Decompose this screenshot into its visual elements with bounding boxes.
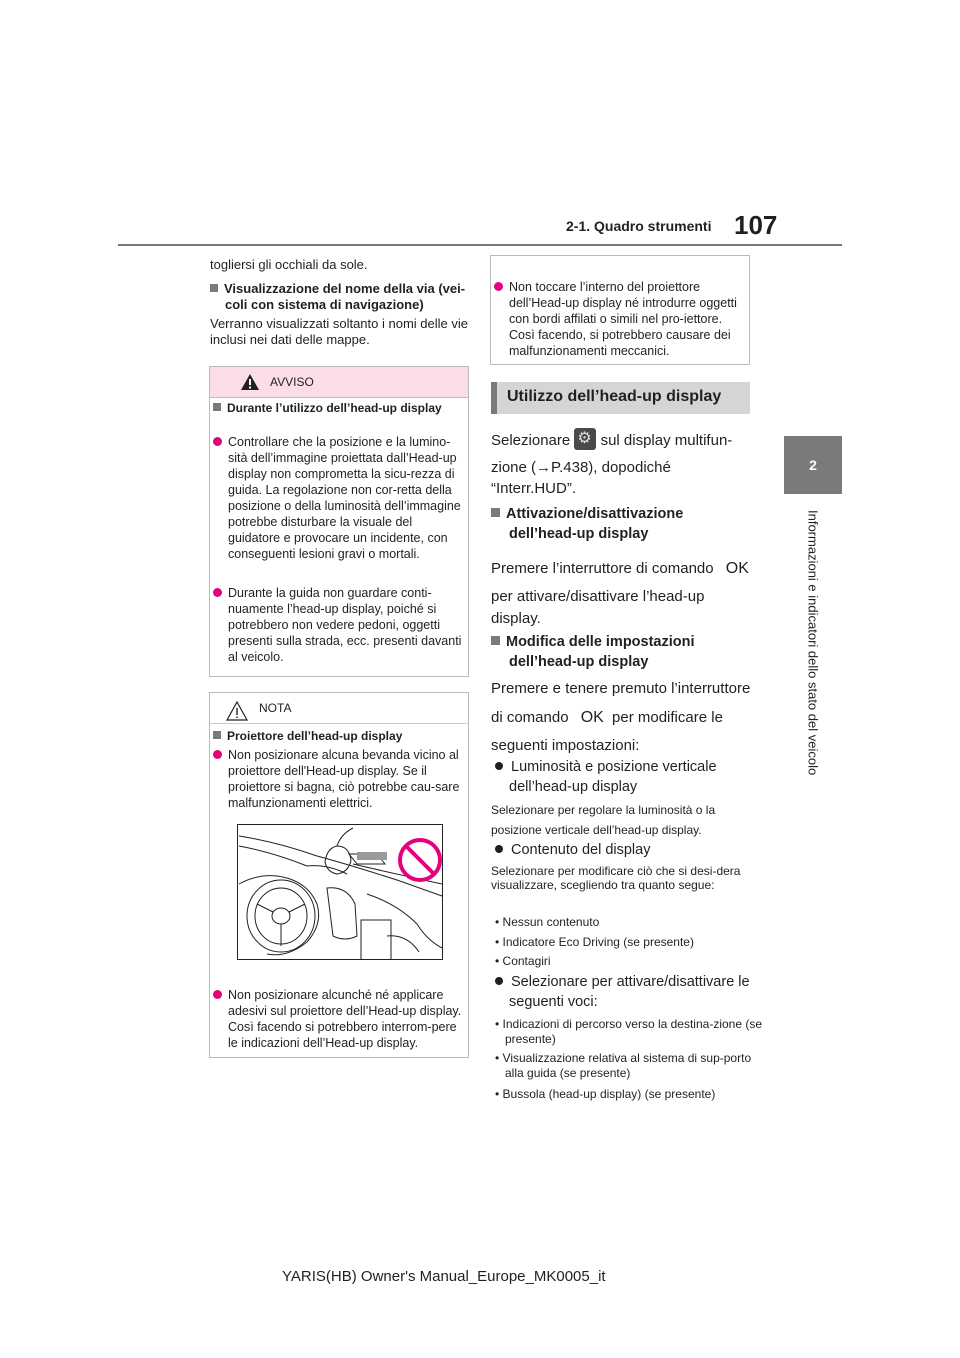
warning-subheading: Durante l’utilizzo dell’head-up display — [213, 401, 463, 416]
item-content-text: Selezionare per modificare ciò che si desi-dera visualizzare, scegliendo tra quanto segue: — [491, 864, 741, 892]
note-bullet-3: Non toccare l’interno del proiettore dell’Head-up display né introdurre oggetti con bordi affilati o simili nel pro-iettore. Così facendo, si potrebbero causare dei malfunzionamenti meccanici. — [494, 263, 746, 375]
street-text: Verranno visualizzati soltanto i nomi delle vie inclusi nei dati delle mappe. — [210, 316, 468, 347]
list-item: • Bussola (head-up display) (se presente) — [495, 1087, 716, 1101]
warning-box — [209, 366, 469, 677]
footer-manual-id: YARIS(HB) Owner's Manual_Europe_MK0005_it — [282, 1268, 606, 1285]
list-item: • Indicatore Eco Driving (se presente) — [495, 935, 694, 949]
page-number: 107 — [734, 210, 778, 240]
section-header: 2-1. Quadro strumenti — [566, 218, 712, 234]
note-subheading: Proiettore dell’head-up display — [213, 728, 463, 744]
black-bullet-icon — [495, 977, 503, 985]
select-line-3: “Interr.HUD”. — [491, 480, 577, 497]
intro-text: togliersi gli occhiali da sole. — [210, 257, 368, 272]
warning-bullet-1: Controllare che la posizione e la lumino-sità dell’immagine proiettata dall’Head-up display non comprometta la sicu-rezza di guida. La regolazione non cor-retta della posizione o della luminosità dell’immagine potrebbe disturbare la visuale del guidatore e provocare un incidente, con conseguenti lesioni gravi o mortali. — [213, 434, 465, 562]
warning-bullet-2: Durante la guida non guardare conti-nuamente l’head-up display, poiché si potrebbero non vedere pedoni, oggetti presenti sulla strada, ecc. presenti davanti al veicolo. — [213, 585, 465, 665]
pink-bullet-icon — [213, 990, 222, 999]
square-bullet-icon — [491, 636, 500, 645]
item-brightness-text: Selezionare per regolare la luminosità o la posizione verticale dell’head-up display. — [491, 803, 716, 837]
item-toggle-voices-title: Selezionare per attivare/disattivare le seguenti voci: — [491, 972, 753, 1012]
toggle-line-3: display. — [491, 610, 541, 627]
select-line-1: Selezionare ⚙ sul display multifun- — [491, 428, 766, 454]
item-brightness-title: Luminosità e posizione verticale dell’head-up display — [491, 757, 753, 797]
street-heading: Visualizzazione del nome della via (vei-coli con sistema di navigazione) — [210, 281, 472, 313]
list-item: • Nessun contenuto — [495, 915, 600, 929]
black-bullet-icon — [495, 845, 503, 853]
toggle-line-1: Premere l’interruttore di comando OK — [491, 560, 749, 577]
black-bullet-icon — [495, 762, 503, 770]
toggle-line-2: per attivare/disattivare l’head-up — [491, 588, 705, 605]
square-bullet-icon — [210, 284, 218, 292]
list-item: • Contagiri — [495, 954, 551, 968]
square-bullet-icon — [213, 731, 221, 739]
warning-triangle-icon — [240, 373, 260, 391]
pink-bullet-icon — [213, 437, 222, 446]
ok-button-symbol: OK — [580, 709, 604, 726]
note-box — [209, 692, 469, 1058]
ok-button-symbol: OK — [725, 560, 749, 577]
chapter-tab: 2 — [784, 436, 842, 494]
select-line-2: zione (→P.438), dopodiché — [491, 459, 671, 476]
settings-line-1: Premere e tenere premuto l’interruttore — [491, 680, 751, 697]
list-item: • Indicazioni di percorso verso la destina-zione (se presente) — [495, 1017, 763, 1046]
square-bullet-icon — [213, 403, 221, 411]
settings-line-2: di comando OK per modificare le — [491, 709, 723, 726]
chapter-title-vertical: Informazioni e indicatori dello stato del veicolo — [805, 510, 821, 776]
settings-gear-icon — [574, 428, 596, 450]
hud-projector-illustration — [237, 824, 443, 960]
pink-bullet-icon — [213, 588, 222, 597]
note-box-continued — [490, 255, 750, 365]
heading-settings: Modifica delle impostazioni dell’head-up display — [491, 632, 751, 672]
warning-header — [210, 367, 468, 397]
square-bullet-icon — [491, 508, 500, 517]
settings-line-3: seguenti impostazioni: — [491, 737, 640, 754]
caution-triangle-icon — [226, 701, 248, 721]
pink-bullet-icon — [213, 750, 222, 759]
note-header — [210, 693, 468, 724]
note-bullet-1: Non posizionare alcuna bevanda vicino al proiettore dell'Head-up display. Se il proiettore si bagna, ciò potrebbe cau-sare malfunzionamenti elettrici. — [213, 747, 465, 811]
item-content-title: Contenuto del display — [491, 840, 753, 860]
note-bullet-2: Non posizionare alcunché né applicare adesivi sul proiettore dell’Head-up display. Così facendo si potrebbero interrom-pere le indicazioni dell’Head-up display. — [213, 971, 465, 1067]
list-item: • Visualizzazione relativa al sistema di sup-porto alla guida (se presente) — [495, 1051, 752, 1080]
section-title: Utilizzo dell’head-up display — [491, 382, 750, 414]
heading-toggle: Attivazione/disattivazione dell’head-up display — [491, 504, 751, 544]
warning-title: AVVISO — [270, 375, 314, 389]
pink-bullet-icon — [494, 282, 503, 291]
note-title: NOTA — [259, 701, 292, 715]
header-divider — [118, 244, 842, 246]
